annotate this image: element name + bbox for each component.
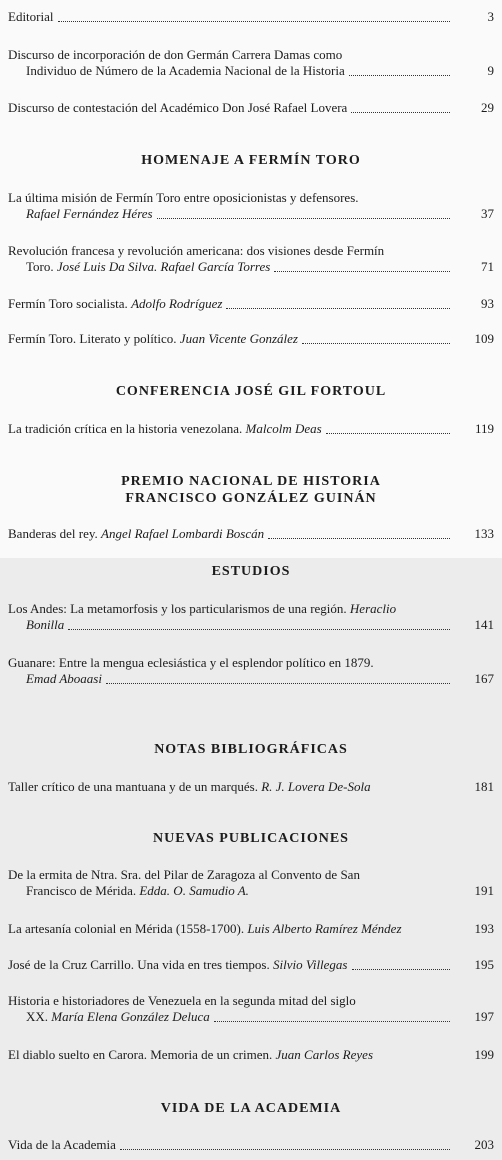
entry-title: Vida de la Academia [8, 1137, 116, 1152]
toc-entry-editorial [8, 9, 494, 25]
page-number: 71 [481, 259, 494, 274]
toc-entry-notas-1 [8, 779, 494, 795]
dot-leader [377, 1059, 450, 1060]
toc-entry-vida-1 [8, 1137, 494, 1153]
page-number: 195 [474, 957, 494, 972]
dot-leader [406, 933, 450, 934]
entry-title-line-1: Historia e historiadores de Venezuela en la segunda mitad del siglo [8, 993, 356, 1008]
entry-author: Malcolm Deas [245, 421, 322, 436]
page-number: 181 [474, 779, 494, 794]
dot-leader [326, 433, 450, 434]
toc-entry-nuevas-4 [8, 993, 494, 1025]
entry-title: Fermín Toro. Literato y político. [8, 331, 177, 346]
section-heading-notas: NOTAS BIBLIOGRÁFICAS [154, 742, 348, 757]
toc-entry-toro-3 [8, 296, 494, 312]
entry-title-line-1: Discurso de incorporación de don Germán Carrera Damas como [8, 47, 343, 62]
page-number: 167 [474, 671, 494, 686]
toc-entry-nuevas-5 [8, 1047, 494, 1063]
entry-title: La tradición crítica en la historia venezolana. [8, 421, 243, 436]
page-number: 197 [474, 1009, 494, 1024]
entry-author: Luis Alberto Ramírez Méndez [247, 921, 402, 936]
dot-leader [375, 791, 450, 792]
page-number: 119 [474, 421, 494, 436]
entry-title: Taller crítico de una mantuana y de un marqués. [8, 779, 258, 794]
page-number: 141 [474, 617, 494, 632]
toc-entry-estudios-1 [8, 601, 494, 633]
entry-title: La artesanía colonial en Mérida (1558-1700). [8, 921, 245, 936]
dot-leader [253, 895, 450, 896]
toc-entry-toro-2 [8, 243, 494, 275]
entry-title: El diablo suelto en Carora. Memoria de un crimen. [8, 1047, 273, 1062]
page-number: 199 [474, 1047, 494, 1062]
entry-title-line-2: XX. [26, 1009, 49, 1024]
dot-leader [106, 683, 450, 684]
entry-title: Los Andes: La metamorfosis y los particularismos de una región. [8, 601, 347, 616]
dot-leader [226, 308, 450, 309]
entry-title-line-2: Toro. [26, 259, 54, 274]
entry-title: Fermín Toro socialista. [8, 296, 128, 311]
entry-author: Juan Vicente González [179, 331, 298, 346]
toc-entry-toro-1 [8, 190, 494, 222]
section-heading-estudios: ESTUDIOS [211, 564, 291, 579]
page-number: 109 [474, 331, 494, 346]
entry-author: Juan Carlos Reyes [275, 1047, 373, 1062]
page-number: 93 [481, 296, 494, 311]
entry-title: Discurso de contestación del Académico Don José Rafael Lovera [8, 100, 348, 115]
dot-leader [349, 75, 450, 76]
toc-entry-nuevas-3 [8, 957, 494, 973]
page-number: 203 [474, 1137, 494, 1152]
entry-title: José de la Cruz Carrillo. Una vida en tres tiempos. [8, 957, 270, 972]
toc-entry-toro-4 [8, 331, 494, 347]
toc-entry-premio-1 [8, 526, 494, 542]
section-heading-premio-line-1: PREMIO NACIONAL DE HISTORIA [121, 474, 381, 489]
dot-leader [274, 271, 450, 272]
dot-leader [58, 21, 451, 22]
entry-title-line-1: Revolución francesa y revolución americana: dos visiones desde Fermín [8, 243, 385, 258]
section-heading-vida: VIDA DE LA ACADEMIA [160, 1101, 342, 1116]
page-number: 29 [481, 100, 494, 115]
entry-title-line-1: De la ermita de Ntra. Sra. del Pilar de Zaragoza al Convento de San [8, 867, 360, 882]
page-number: 193 [474, 921, 494, 936]
entry-title-line-2: Individuo de Número de la Academia Nacional de la Historia [26, 63, 345, 78]
toc-entry-gil-1 [8, 421, 494, 437]
dot-leader [352, 969, 451, 970]
entry-author: María Elena González Deluca [51, 1009, 210, 1024]
dot-leader [351, 112, 450, 113]
section-heading-homenaje: HOMENAJE A FERMÍN TORO [141, 153, 361, 168]
page-number: 191 [474, 883, 494, 898]
entry-author: Adolfo Rodríguez [131, 296, 223, 311]
entry-title: La última misión de Fermín Toro entre oposicionistas y defensores. [8, 190, 359, 205]
toc-entry-discurso-incorporacion [8, 47, 494, 79]
page-number: 133 [474, 526, 494, 541]
entry-title-line-2: Francisco de Mérida. [26, 883, 137, 898]
dot-leader [302, 343, 450, 344]
entry-author: Rafael Fernández Héres [26, 206, 153, 221]
toc-entry-nuevas-2 [8, 921, 494, 937]
entry-author: Angel Rafael Lombardi Boscán [101, 526, 265, 541]
entry-author: José Luis Da Silva. Rafael García Torres [56, 259, 271, 274]
section-heading-premio-line-2: FRANCISCO GONZÁLEZ GUINÁN [125, 491, 377, 506]
entry-author: R. J. Lovera De-Sola [261, 779, 371, 794]
toc-entry-discurso-contestacion [8, 100, 494, 116]
entry-author-part-2: Bonilla [26, 617, 65, 632]
entry-author-part-1: Heraclio [349, 601, 397, 616]
section-heading-conferencia: CONFERENCIA JOSÉ GIL FORTOUL [115, 384, 387, 399]
entry-author: Emad Aboaasi [26, 671, 102, 686]
entry-title: Banderas del rey. [8, 526, 98, 541]
toc-entry-estudios-2 [8, 655, 494, 687]
dot-leader [214, 1021, 450, 1022]
dot-leader [268, 538, 450, 539]
dot-leader [68, 629, 450, 630]
dot-leader [120, 1149, 450, 1150]
toc-entry-nuevas-1 [8, 867, 494, 899]
page-number: 9 [487, 63, 494, 78]
entry-title: Editorial [8, 9, 54, 24]
section-heading-nuevas: NUEVAS PUBLICACIONES [153, 831, 349, 846]
dot-leader [157, 218, 450, 219]
entry-author: Edda. O. Samudio A. [139, 883, 249, 898]
entry-title: Guanare: Entre la mengua eclesiástica y el esplendor político en 1879. [8, 655, 374, 670]
entry-author: Silvio Villegas [273, 957, 348, 972]
page-number: 3 [487, 9, 494, 24]
page-number: 37 [481, 206, 494, 221]
